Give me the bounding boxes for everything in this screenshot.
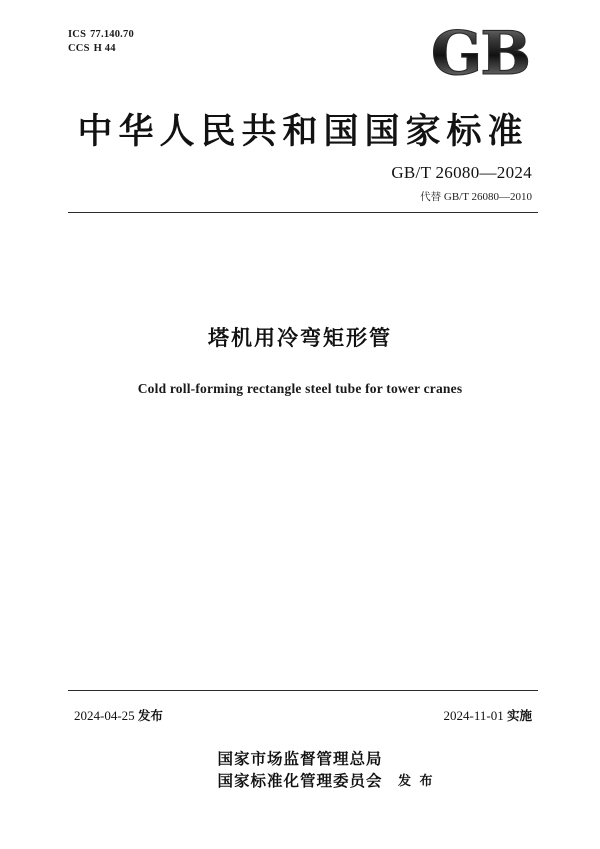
ics-value: 77.140.70	[90, 29, 134, 40]
replaces-number: GB/T 26080—2010	[443, 191, 532, 203]
issue-date	[74, 706, 163, 724]
divider-bottom	[68, 690, 538, 691]
document-title-english: Cold roll-forming rectangle steel tube for tower cranes	[137, 381, 463, 396]
publisher-block	[0, 748, 600, 793]
ccs-value: H 44	[93, 43, 116, 55]
publisher-issue-label: 发 布	[397, 774, 435, 790]
replaces-prefix: 代替	[420, 191, 442, 203]
replaced-standard	[420, 189, 532, 204]
gb-emblem-icon	[422, 22, 538, 84]
publisher-line-2: 国家标准化管理委员会	[217, 772, 383, 791]
implementation-date-value: 2024-11-01	[443, 708, 504, 723]
issue-date-value: 2024-04-25	[74, 708, 135, 723]
implementation-date-label: 实施	[506, 708, 532, 723]
ccs-label: CCS	[68, 43, 90, 55]
page-title: 中华人民共和国国家标准	[77, 112, 529, 152]
document-title-chinese: 塔机用冷弯矩形管	[208, 326, 392, 350]
ics-line	[68, 28, 134, 42]
ccs-line	[68, 42, 134, 56]
issue-date-label: 发布	[137, 708, 163, 723]
svg-text:GB: GB	[431, 22, 529, 84]
ics-label: ICS	[68, 29, 87, 40]
implementation-date	[444, 706, 532, 724]
publisher-line-1: 国家市场监督管理总局	[217, 750, 383, 768]
standard-number: GB/T 26080—2024	[391, 163, 532, 182]
classification-block	[68, 28, 134, 56]
divider-top	[68, 212, 538, 213]
